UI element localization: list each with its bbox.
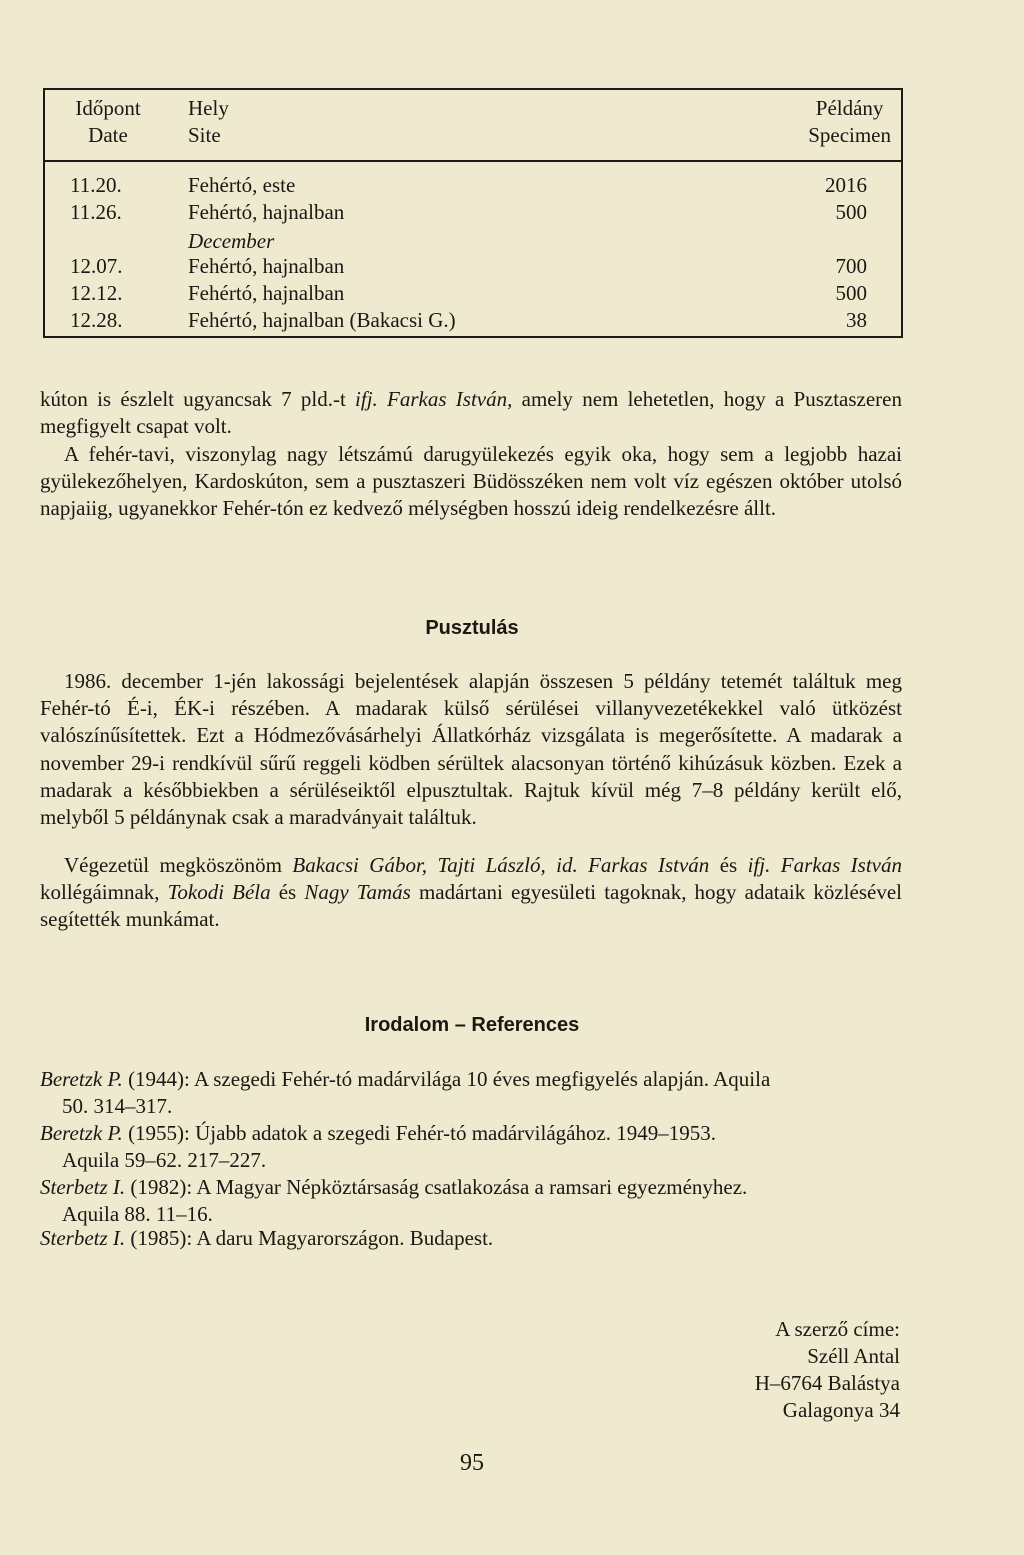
para4-italic-1: Bakacsi Gábor, Tajti László, id. Farkas István <box>292 853 710 877</box>
header-date-en: Date <box>88 123 128 147</box>
header-site <box>188 95 229 149</box>
para4-text-5: madártani egyesületi tagoknak, hogy adataik közlésével segítették munkámat. <box>40 880 902 932</box>
para4-text-3: kollégáimnak, <box>40 880 168 905</box>
header-specimen <box>808 95 891 149</box>
header-date <box>63 95 153 149</box>
reference-text: (1982): A Magyar Népköztársaság csatlakozása a ramsari egyezményhez. <box>125 1175 748 1199</box>
para4-italic-2: ifj. Farkas István <box>747 853 902 877</box>
reference-text: (1944): A szegedi Fehér-tó madárvilága 10 éves megfigyelés alapján. Aquila <box>122 1067 771 1091</box>
observation-table <box>43 88 903 338</box>
row-date: 12.28. <box>70 308 123 332</box>
reference-item <box>40 1174 902 1228</box>
address-line: Galagonya 34 <box>782 1398 900 1422</box>
reference-author: Beretzk P. <box>40 1121 123 1145</box>
reference-item <box>40 1066 902 1120</box>
row-site: Fehértó, hajnalban (Bakacsi G.) <box>188 308 456 332</box>
para4-italic-4: Nagy Tamás <box>304 880 411 905</box>
row-site: Fehértó, hajnalban <box>188 200 345 224</box>
header-specimen-en: Specimen <box>808 123 891 147</box>
row-site: Fehértó, hajnalban <box>188 281 345 305</box>
para4-text-4: és <box>270 880 305 905</box>
para1-text-1: kúton is észlelt ugyancsak 7 pld.-t <box>40 387 356 411</box>
row-count: 500 <box>835 281 867 305</box>
row-date: 11.26. <box>70 200 122 224</box>
month-label: December <box>188 229 275 253</box>
reference-continuation: Aquila 59–62. 217–227. <box>62 1148 267 1173</box>
row-date: 12.07. <box>70 254 123 278</box>
section-heading-pusztulas: Pusztulás <box>425 617 519 639</box>
reference-text: (1955): Újabb adatok a szegedi Fehér-tó madárvilágához. 1949–1953. <box>122 1121 717 1145</box>
author-address <box>755 1316 900 1424</box>
reference-author: Sterbetz I. <box>40 1226 126 1250</box>
reference-item <box>40 1120 902 1174</box>
header-date-hu: Időpont <box>75 96 141 120</box>
address-line: H–6764 Balástya <box>754 1371 900 1395</box>
row-date: 11.20. <box>70 173 122 197</box>
section-heading-references: Irodalom – References <box>364 1014 580 1036</box>
paragraph-2 <box>40 441 902 523</box>
reference-item <box>40 1225 902 1252</box>
row-count: 700 <box>835 254 867 278</box>
row-count: 500 <box>835 200 867 224</box>
reference-author: Beretzk P. <box>40 1067 123 1091</box>
row-date: 12.12. <box>70 281 123 305</box>
row-count: 38 <box>846 308 867 332</box>
para2-text: A fehér-tavi, viszonylag nagy létszámú darugyülekezés egyik oka, hogy sem a legjobb hazai gyülekezőhelyen, Kardoskúton, sem a pusztaszeri Büdösszéken nem volt víz egészen október utolsó napjaiig, ugyanekkor Fehér-tón ez kedvező mélységben hosszú ideig rendelkezésre állt. <box>40 442 902 521</box>
header-specimen-hu: Példány <box>815 96 884 120</box>
para1-italic-name: ifj. Farkas István, <box>355 387 513 411</box>
para4-italic-3: Tokodi Béla <box>167 880 271 905</box>
paragraph-1 <box>40 386 902 440</box>
row-site: Fehértó, hajnalban <box>188 254 345 278</box>
header-site-hu: Hely <box>188 96 229 120</box>
reference-continuation: Aquila 88. 11–16. <box>62 1202 213 1227</box>
para4-text-2: és <box>709 853 748 877</box>
para3-text: 1986. december 1-jén lakossági bejelentések alapján összesen 5 példány tetemét találtuk meg Fehér-tó É-i, ÉK-i részében. A madarak külső sérülései villanyvezetékekkel való ütközést valószínűsítettek. Ezt a Hódmezővásárhelyi Állatkórház vizsgálata is megerősítette. A madarak a november 29-i rendkívül sűrű reggeli ködben sérültek alacsonyan történő kihúzásuk közben. Ezek a madarak a későbbiekben a sérüléseiktől elpusztultak. Rajtuk kívül még 7–8 példány került elő, melyből 5 példánynak csak a maradványait találtuk. <box>40 669 902 830</box>
reference-continuation: 50. 314–317. <box>62 1094 173 1119</box>
address-line: Széll Antal <box>807 1344 900 1368</box>
para1-text-2: amely nem lehetetlen, hogy a Pusztaszeren megfigyelt csapat volt. <box>40 387 902 439</box>
row-count: 2016 <box>825 173 867 197</box>
reference-author: Sterbetz I. <box>40 1175 126 1199</box>
address-line: A szerző címe: <box>775 1317 900 1341</box>
reference-text: (1985): A daru Magyarországon. Budapest. <box>125 1226 494 1250</box>
row-site: Fehértó, este <box>188 173 296 197</box>
table-header <box>45 90 901 162</box>
header-site-en: Site <box>188 123 221 147</box>
paragraph-3 <box>40 668 902 831</box>
page-number: 95 <box>460 1450 484 1476</box>
paragraph-4 <box>40 852 902 934</box>
para4-text-1: Végezetül megköszönöm <box>64 853 293 877</box>
